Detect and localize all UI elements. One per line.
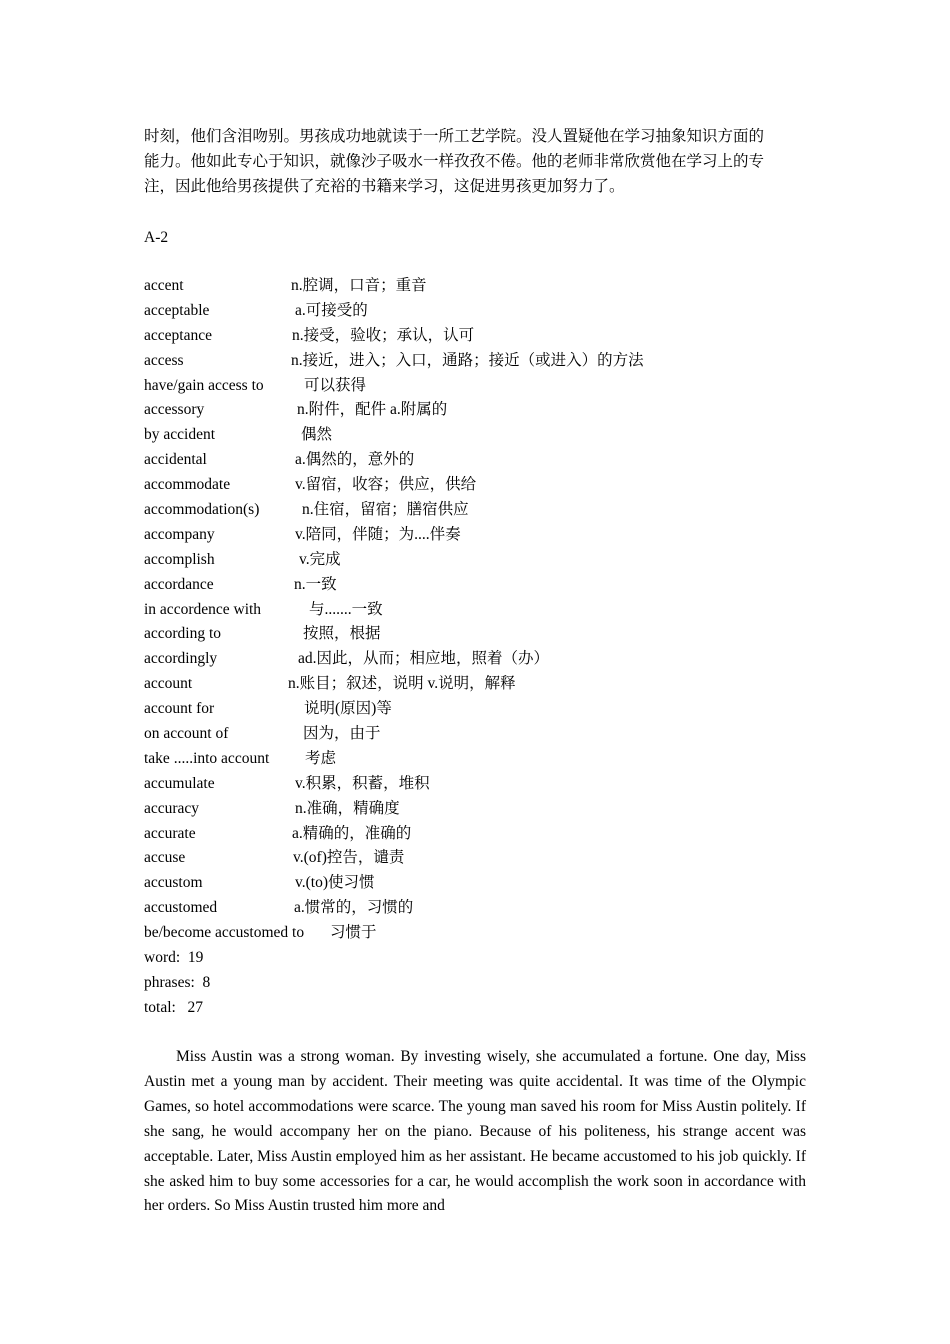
stat-label: word:: [144, 949, 181, 966]
vocab-definition: a.精确的，准确的: [292, 824, 412, 842]
word-count-summary: [144, 946, 210, 1021]
vocab-entry: [144, 498, 808, 523]
vocabulary-list: [144, 274, 808, 946]
stat-row: [144, 971, 210, 996]
vocab-entry: [144, 722, 808, 747]
stat-row: [144, 996, 210, 1021]
vocab-term: take .....into account: [144, 749, 270, 767]
vocab-definition: n.附件，配件 a.附属的: [297, 401, 448, 419]
vocab-definition: n.接受，验收；承认，认可: [292, 326, 475, 344]
vocab-entry: [144, 846, 808, 871]
vocab-entry: [144, 871, 808, 896]
vocab-definition: n.账目；叙述，说明 v.说明，解释: [288, 675, 516, 693]
section-label: A-2: [144, 229, 169, 246]
vocab-definition: n.住宿，留宿；膳宿供应: [302, 501, 469, 519]
vocab-definition: v.积累，积蓄，堆积: [295, 774, 430, 792]
stat-label: phrases:: [144, 973, 195, 991]
vocab-definition: a.可接受的: [295, 301, 368, 319]
vocab-definition: v.留宿，收容；供应，供给: [295, 476, 477, 494]
vocab-entry: [144, 573, 808, 598]
vocab-entry: [144, 324, 808, 349]
vocab-term: accompany: [144, 525, 215, 543]
vocab-definition: n.腔调，口音；重音: [291, 277, 427, 294]
vocab-term: be/become accustomed to: [144, 924, 305, 942]
vocab-entry: [144, 747, 808, 772]
vocab-entry: [144, 299, 808, 324]
vocab-entry: [144, 598, 808, 623]
vocab-entry: [144, 523, 808, 548]
vocab-term: account: [144, 675, 193, 693]
vocab-definition: 可以获得: [304, 376, 367, 394]
vocab-definition: n.准确，精确度: [295, 799, 400, 817]
vocab-entry: [144, 797, 808, 822]
vocab-definition: 习惯于: [330, 924, 377, 942]
stat-label: total:: [144, 998, 176, 1016]
vocab-definition: 偶然: [301, 426, 333, 444]
vocab-entry: [144, 822, 808, 847]
vocab-entry: [144, 548, 808, 573]
vocab-entry: [144, 772, 808, 797]
vocab-term: accent: [144, 277, 184, 294]
vocab-term: acceptance: [144, 326, 212, 344]
stat-row: [144, 946, 210, 971]
vocab-term: accuracy: [144, 799, 200, 817]
vocab-term: have/gain access to: [144, 376, 264, 394]
vocab-term: accustom: [144, 874, 203, 892]
vocab-term: according to: [144, 625, 222, 643]
vocab-term: acceptable: [144, 301, 210, 319]
vocab-term: accumulate: [144, 774, 215, 792]
vocab-term: account for: [144, 700, 215, 718]
chinese-paragraph-line: 能力。他如此专心于知识，就像沙子吸水一样孜孜不倦。他的老师非常欣赏他在学习上的专: [144, 153, 765, 170]
vocab-definition: v.(of)控告，谴责: [293, 849, 405, 867]
vocab-definition: v.陪同，伴随；为....伴奏: [295, 525, 461, 543]
vocab-entry: [144, 672, 808, 697]
vocab-definition: ad.因此，从而；相应地，照着（办）: [298, 650, 550, 668]
vocab-entry: [144, 896, 808, 921]
vocab-entry: [144, 622, 808, 647]
vocab-definition: 说明(原因)等: [304, 700, 392, 718]
stat-value: 27: [187, 998, 203, 1016]
vocab-term: by accident: [144, 426, 216, 444]
vocab-term: accustomed: [144, 899, 218, 917]
vocab-entry: [144, 921, 808, 946]
vocab-entry: [144, 647, 808, 672]
vocab-definition: a.偶然的，意外的: [295, 451, 415, 469]
vocab-term: accidental: [144, 451, 207, 469]
vocab-entry: [144, 274, 808, 299]
vocab-term: accessory: [144, 401, 205, 419]
vocab-definition: 因为，由于: [303, 725, 381, 743]
vocab-entry: [144, 423, 808, 448]
vocab-definition: 按照，根据: [303, 625, 381, 643]
stat-value: 8: [202, 973, 211, 991]
vocab-term: accommodate: [144, 476, 231, 494]
vocab-entry: [144, 349, 808, 374]
vocab-entry: [144, 473, 808, 498]
vocab-term: on account of: [144, 725, 229, 743]
vocab-term: accurate: [144, 824, 196, 842]
vocab-entry: [144, 398, 808, 423]
chinese-paragraph-line: 时刻，他们含泪吻别。男孩成功地就读于一所工艺学院。没人置疑他在学习抽象知识方面的: [144, 128, 765, 145]
vocab-entry: [144, 697, 808, 722]
vocab-entry: [144, 374, 808, 399]
stat-value: 19: [187, 949, 204, 966]
vocab-definition: v.(to)使习惯: [295, 874, 375, 892]
vocab-definition: 与.......一致: [309, 600, 383, 618]
vocab-definition: n.一致: [294, 575, 337, 593]
chinese-paragraph: [144, 124, 808, 199]
vocab-term: access: [144, 351, 184, 369]
vocab-term: accordingly: [144, 650, 218, 668]
vocab-definition: a.惯常的，习惯的: [294, 899, 414, 917]
chinese-paragraph-line: 注，因此他给男孩提供了充裕的书籍来学习，这促进男孩更加努力了。: [144, 178, 625, 195]
vocab-term: accuse: [144, 849, 186, 867]
vocab-term: accordance: [144, 575, 214, 593]
vocab-term: accommodation(s): [144, 501, 260, 519]
vocab-term: in accordence with: [144, 600, 262, 618]
vocab-definition: n.接近，进入；入口，通路；接近（或进入）的方法: [291, 351, 644, 369]
vocab-definition: 考虑: [305, 749, 337, 767]
english-paragraph: Miss Austin was a strong woman. By investing wisely, she accumulated a fortune. One day, Miss Austin met a young man by accident. Their meeting was quite accidental. It was time of the Olympic Games, so hotel accommodations were scarce. The young man saved his room for Miss Austin politely. If she sang, he would accompany her on the piano. Because of his politeness, his strange accent was acceptable. Later, Miss Austin employed him as her assistant. He became accustomed to his job quickly. If she asked him to buy some accessories for a car, he would accomplish the work soon in accordance with her orders. So Miss Austin trusted him more and: [144, 1048, 806, 1215]
vocab-definition: v.完成: [299, 550, 341, 568]
vocab-term: accomplish: [144, 550, 215, 568]
vocab-entry: [144, 448, 808, 473]
